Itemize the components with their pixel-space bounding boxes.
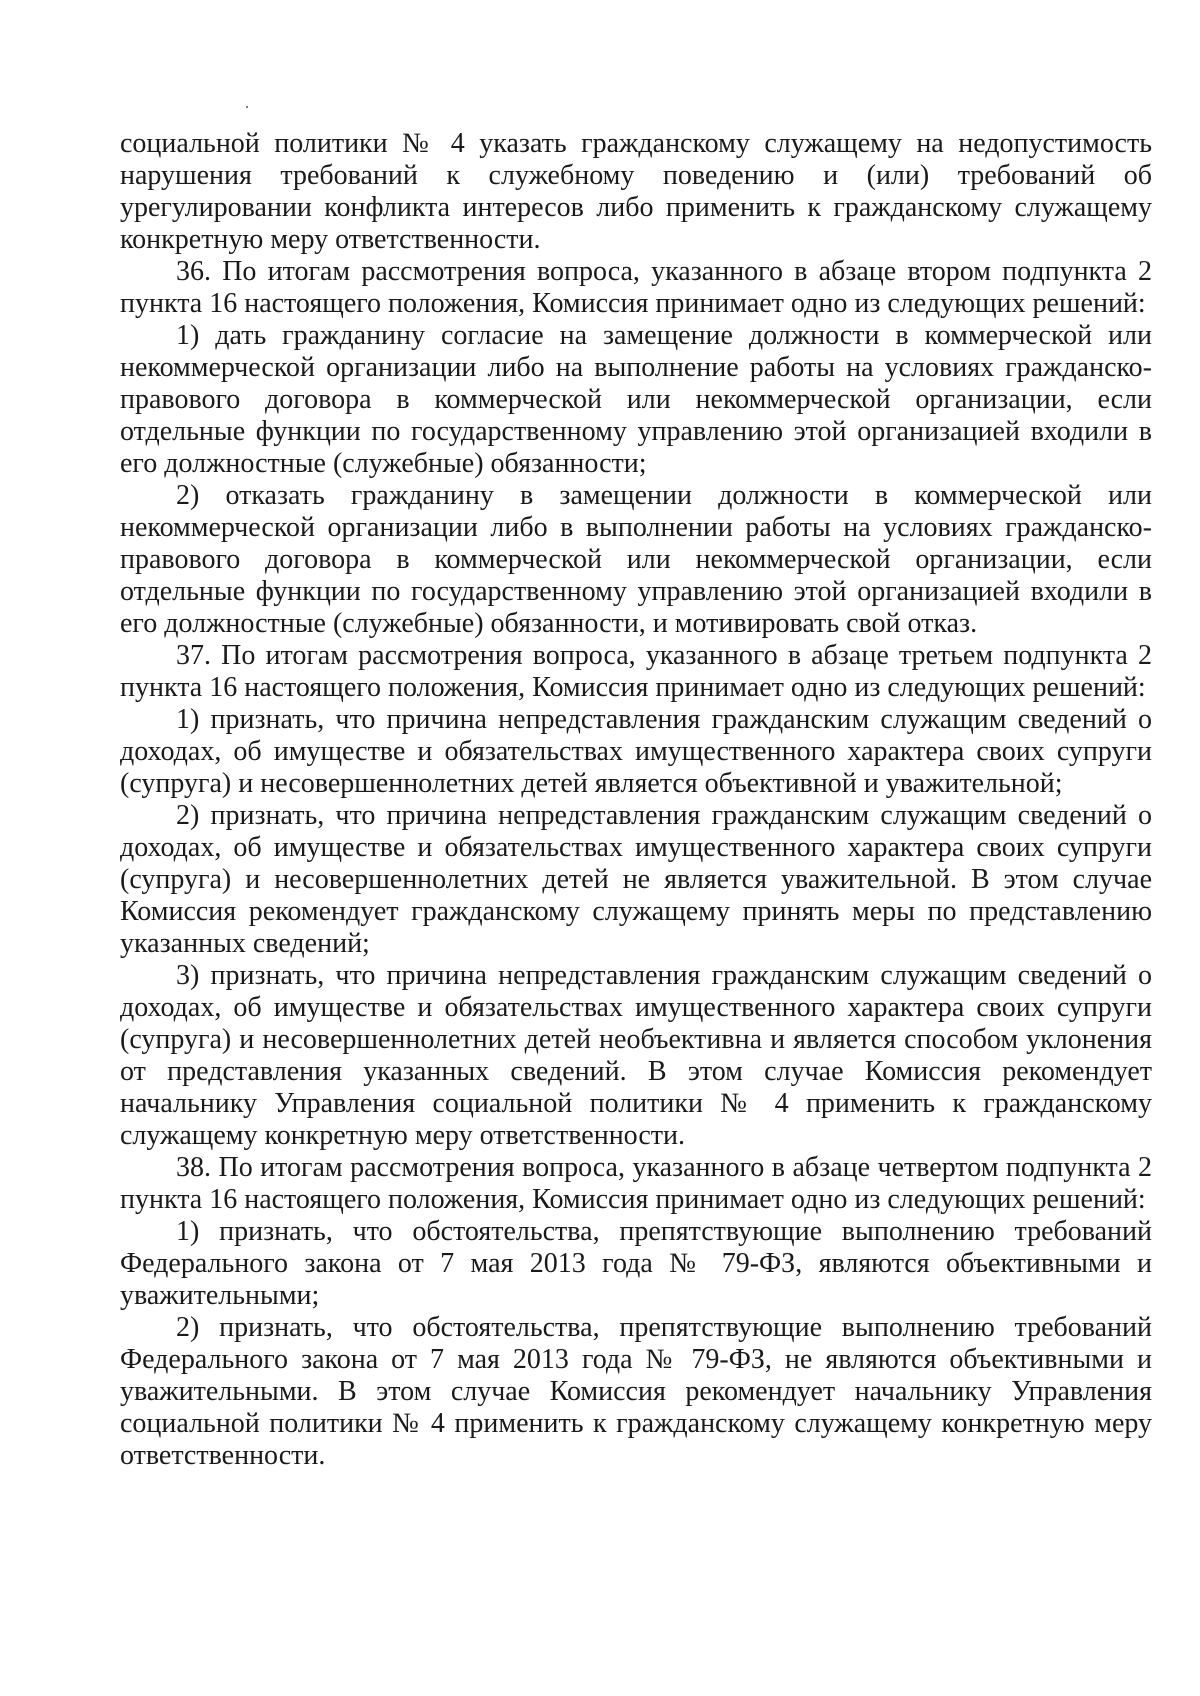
paragraph-37-sub-2: 2) признать, что причина непредставления гражданским служащим сведений о доходах, об имуществе и обязательствах имущественного характера своих супруги (супруга) и несовершеннолетних детей не является уважительной. В этом случае Комиссия рекомендует гражданскому служащему принять меры по представлению указанных сведений; (120, 800, 1152, 959)
paragraph-item-38: 38. По итогам рассмотрения вопроса, указанного в абзаце четвертом подпункта 2 пункта 16 настоящего положения, Комиссия принимает одно из следующих решений: (120, 1152, 1152, 1215)
document-body (120, 128, 1152, 1472)
paragraph-38-sub-2: 2) признать, что обстоятельства, препятствующие выполнению требований Федерального закона от 7 мая 2013 года № 79-ФЗ, не являются объективными и уважительными. В этом случае Комиссия рекомендует начальнику Управления социальной политики № 4 применить к гражданскому служащему конкретную меру ответственности. (120, 1312, 1152, 1471)
paragraph-37-sub-3: 3) признать, что причина непредставления гражданским служащим сведений о доходах, об имуществе и обязательствах имущественного характера своих супруги (супруга) и несовершеннолетних детей необъективна и является способом уклонения от представления указанных сведений. В этом случае Комиссия рекомендует начальнику Управления социальной политики № 4 применить к гражданскому служащему конкретную меру ответственности. (120, 960, 1152, 1151)
scan-speck (246, 106, 248, 108)
paragraph-38-sub-1: 1) признать, что обстоятельства, препятствующие выполнению требований Федерального закона от 7 мая 2013 года № 79-ФЗ, являются объективными и уважительными; (120, 1216, 1152, 1311)
paragraph-item-36: 36. По итогам рассмотрения вопроса, указанного в абзаце втором подпункта 2 пункта 16 настоящего положения, Комиссия принимает одно из следующих решений: (120, 256, 1152, 319)
paragraph-continuation: социальной политики № 4 указать гражданскому служащему на недопустимость нарушения требований к служебному поведению и (или) требований об урегулировании конфликта интересов либо применить к гражданскому служащему конкретную меру ответственности. (120, 128, 1152, 255)
paragraph-37-sub-1: 1) признать, что причина непредставления гражданским служащим сведений о доходах, об имуществе и обязательствах имущественного характера своих супруги (супруга) и несовершеннолетних детей является объективной и уважительной; (120, 704, 1152, 799)
paragraph-36-sub-1: 1) дать гражданину согласие на замещение должности в коммерческой или некоммерческой организации либо на выполнение работы на условиях гражданско-правового договора в коммерческой или некоммерческой организации, если отдельные функции по государственному управлению этой организацией входили в его должностные (служебные) обязанности; (120, 320, 1152, 479)
paragraph-36-sub-2: 2) отказать гражданину в замещении должности в коммерческой или некоммерческой организации либо в выполнении работы на условиях гражданско-правового договора в коммерческой или некоммерческой организации, если отдельные функции по государственному управлению этой организацией входили в его должностные (служебные) обязанности, и мотивировать свой отказ. (120, 480, 1152, 639)
paragraph-item-37: 37. По итогам рассмотрения вопроса, указанного в абзаце третьем подпункта 2 пункта 16 настоящего положения, Комиссия принимает одно из следующих решений: (120, 640, 1152, 703)
